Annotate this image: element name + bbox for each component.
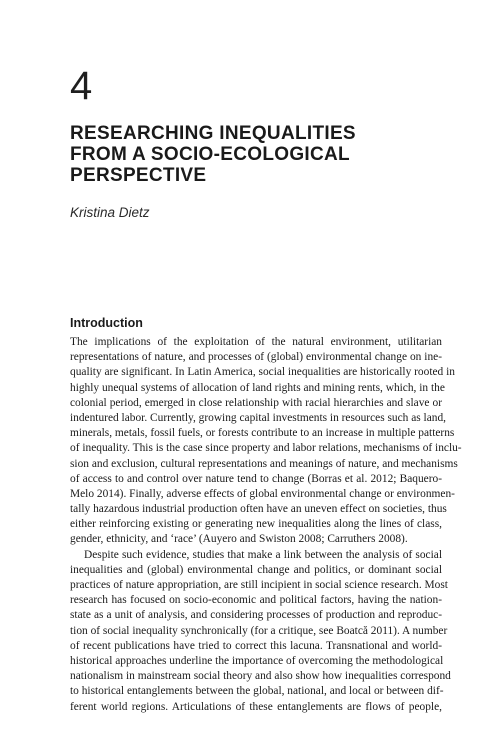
- text-line: research has focused on socio-economic and political factors, having the nation-: [70, 594, 442, 607]
- paragraph: [70, 548, 451, 715]
- chapter-title-line: FROM A SOCIO-ECOLOGICAL: [70, 144, 350, 165]
- text-line: of inequality. This is the case since property and labor relations, mechanisms of inclu-: [70, 442, 462, 455]
- author-name: Kristina Dietz: [70, 205, 150, 220]
- text-line: sion and exclusion, cultural representations and meanings of nature, and mechanisms: [70, 457, 458, 470]
- text-line: indentured labor. Currently, growing capital investments in resources such as land,: [70, 411, 447, 424]
- text-line: practices of nature appropriation, are still incipient in social science research. Most: [70, 579, 448, 591]
- text-line: quality are significant. In Latin America, social inequalities are historically rooted in: [70, 366, 455, 379]
- text-line: of recent publications have tried to correct this lacuna. Transnational and world-: [70, 639, 442, 652]
- section-heading: Introduction: [70, 316, 143, 330]
- text-line: state as a unit of analysis, and considering processes of production and reproduc-: [70, 609, 442, 622]
- text-line: historical approaches underline the importance of overcoming the methodological: [70, 654, 444, 667]
- text-line: inequalities and (global) environmental change and politics, or dominant social: [70, 563, 442, 576]
- text-line: representations of nature, and processes of (global) environmental change on ine-: [70, 351, 442, 364]
- text-line: Despite such evidence, studies that make a link between the analysis of social: [84, 548, 442, 561]
- text-line: to historical entanglements between the global, national, and local or between dif-: [70, 685, 444, 698]
- text-line: Melo 2014). Finally, adverse effects of global environmental change or environmen-: [70, 487, 455, 500]
- text-line: of access to and control over nature tend to change (Borras et al. 2012; Baquero-: [70, 472, 442, 485]
- text-line: The implications of the exploitation of the natural environment, utilitarian: [70, 336, 442, 348]
- text-line: ferent world regions. Articulations of these entanglements are flows of people,: [70, 700, 442, 713]
- chapter-title-line: RESEARCHING INEQUALITIES: [70, 123, 356, 144]
- chapter-number: 4: [70, 64, 93, 108]
- text-line: tion of social inequality synchronically (for a critique, see Boatcă 2011). A number: [70, 624, 448, 637]
- text-line: either reinforcing existing or generating new inequalities along the lines of class,: [70, 518, 442, 531]
- text-line: colonial period, emerged in close relationship with racial hierarchies and slave or: [70, 396, 442, 409]
- paragraph: [70, 335, 462, 548]
- chapter-title: [70, 123, 450, 186]
- text-line: minerals, metals, fossil fuels, or forests contribute to an increase in multiple patterns: [70, 427, 455, 440]
- text-line: nationalism in mainstream social theory and also show how inequalities correspond: [70, 670, 451, 683]
- text-line: highly unequal systems of allocation of land rights and mining rents, which, in the: [70, 381, 445, 394]
- body-text: [70, 335, 462, 715]
- chapter-title-line: PERSPECTIVE: [70, 165, 207, 186]
- text-line: tally hazardous industrial production often have an uneven effect on societies, thus: [70, 503, 447, 516]
- text-line: gender, ethnicity, and ‘race’ (Auyero and Swiston 2008; Carruthers 2008).: [70, 533, 408, 546]
